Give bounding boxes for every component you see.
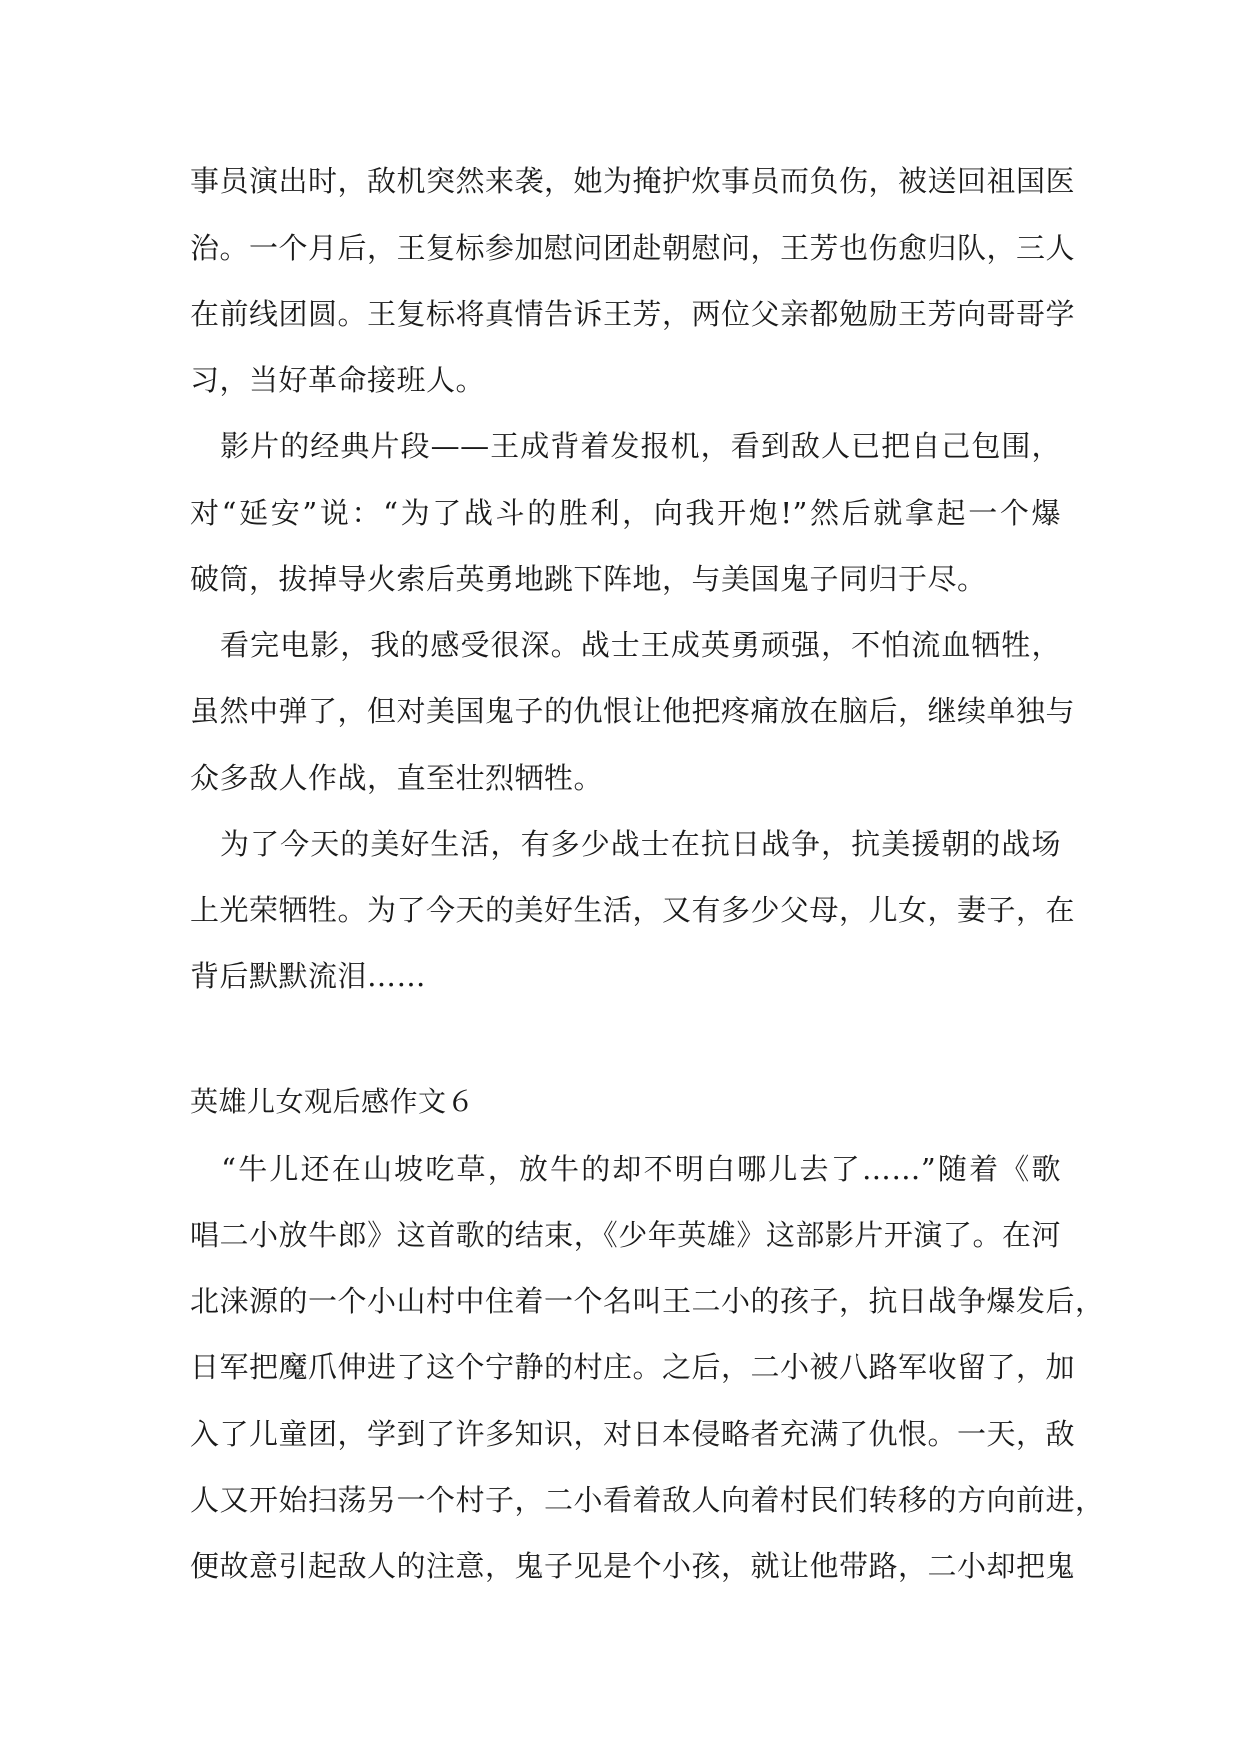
text-line: 日军把魔爪伸进了这个宁静的村庄。之后，二小被八路军收留了，加 [190, 1350, 1076, 1384]
text-line: 入了儿童团，学到了许多知识，对日本侵略者充满了仇恨。一天，敌 [190, 1417, 1076, 1451]
text-line: 北涞源的一个小山村中住着一个名叫王二小的孩子，抗日战争爆发后， [190, 1284, 1105, 1318]
text-line: 对“延安”说：“为了战斗的胜利，向我开炮!”然后就拿起一个爆 [190, 496, 1061, 530]
text-line: 便故意引起敌人的注意，鬼子见是个小孩，就让他带路，二小却把鬼 [190, 1549, 1076, 1583]
section-heading: 英雄儿女观后感作文６ [190, 1085, 476, 1118]
text-line: 破筒，拔掉导火索后英勇地跳下阵地，与美国鬼子同归于尽。 [190, 562, 987, 596]
text-line: 唱二小放牛郎》这首歌的结束，《少年英雄》这部影片开演了。在河 [190, 1218, 1061, 1252]
text-line: 上光荣牺牲。为了今天的美好生活，又有多少父母，儿女，妻子，在 [190, 893, 1076, 927]
text-line: 人又开始扫荡另一个村子，二小看着敌人向着村民们转移的方向前进， [190, 1483, 1105, 1517]
text-line: 事员演出时，敌机突然来袭，她为掩护炊事员而负伤，被送回祖国医 [190, 164, 1076, 198]
text-line: 影片的经典片段——王成背着发报机，看到敌人已把自己包围， [190, 429, 1061, 463]
text-line: 背后默默流泪…… [190, 959, 427, 993]
text-line: 众多敌人作战，直至壮烈牺牲。 [190, 761, 604, 795]
text-line: 虽然中弹了，但对美国鬼子的仇恨让他把疼痛放在脑后，继续单独与 [190, 694, 1076, 728]
text-line: 治。一个月后，王复标参加慰问团赴朝慰问，王芳也伤愈归队，三人 [190, 231, 1076, 265]
text-line: 为了今天的美好生活，有多少战士在抗日战争，抗美援朝的战场 [190, 827, 1061, 861]
text-line: 看完电影，我的感受很深。战士王成英勇顽强，不怕流血牺牲， [190, 628, 1061, 662]
text-line: “牛儿还在山坡吃草，放牛的却不明白哪儿去了……”随着《歌 [190, 1152, 1061, 1186]
text-line: 在前线团圆。王复标将真情告诉王芳，两位父亲都勉励王芳向哥哥学 [190, 297, 1076, 331]
text-line: 习，当好革命接班人。 [190, 363, 486, 397]
